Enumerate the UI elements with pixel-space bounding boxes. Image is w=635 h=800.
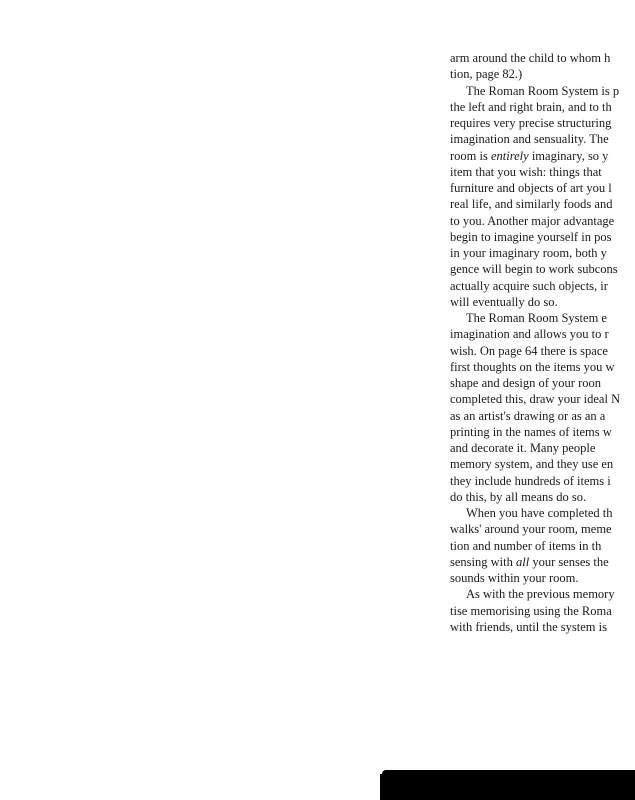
text-line: actually acquire such objects, ir	[450, 278, 608, 293]
text-line: As with the previous memory	[466, 587, 615, 602]
paragraph-5	[450, 586, 635, 635]
text-line: furniture and objects of art you l	[450, 181, 612, 195]
text-line: and decorate it. Many people	[450, 441, 596, 455]
text-line: room is entirely imaginary, so y	[450, 148, 609, 163]
text-line: completed this, draw your ideal N	[450, 392, 621, 407]
scan-edge-shadow	[382, 770, 635, 800]
text-line: imagination and allows you to r	[450, 327, 609, 342]
text-line: tion, page 82.)	[450, 67, 523, 82]
text-line: do this, by all means do so.	[450, 489, 587, 504]
paragraph-3	[450, 310, 635, 505]
text-line: item that you wish: things that	[450, 164, 602, 179]
emphasis-text: entirely	[490, 148, 529, 163]
text-line: The Roman Room System e	[466, 311, 607, 325]
text-line: they include hundreds of items i	[450, 473, 611, 488]
text-line: arm around the child to whom h	[450, 51, 611, 65]
paragraph-4	[450, 505, 635, 586]
text-line: tion and number of items in th	[450, 538, 602, 553]
text-line: to you. Another major advantage	[450, 213, 615, 228]
text-line: The Roman Room System is p	[466, 83, 620, 98]
text-line: real life, and similarly foods and	[450, 197, 613, 212]
text-line: shape and design of your roon	[450, 376, 602, 390]
text-line: first thoughts on the items you w	[450, 359, 615, 374]
paragraph-2	[450, 83, 635, 311]
text-line: as an artist's drawing or as an a	[450, 408, 606, 423]
text-line: the left and right brain, and to th	[450, 99, 612, 114]
text-line: wish. On page 64 there is space	[450, 343, 608, 358]
text-line: begin to imagine yourself in pos	[450, 229, 612, 244]
text-line: When you have completed th	[466, 506, 613, 520]
text-line: will eventually do so.	[450, 294, 558, 309]
text-line: imagination and sensuality. The	[450, 132, 609, 147]
text-line: printing in the names of items w	[450, 424, 612, 439]
text-line: gence will begin to work subcons	[450, 262, 618, 277]
text-line: in your imaginary room, both y	[450, 246, 607, 260]
text-line: walks' around your room, meme	[450, 522, 612, 537]
text-line: tise memorising using the Roma	[450, 603, 612, 618]
text-line: sensing with all your senses the	[450, 554, 609, 569]
text-column	[450, 50, 635, 635]
paragraph-1	[450, 50, 635, 83]
emphasis-text: all	[515, 554, 530, 569]
text-line: memory system, and they use en	[450, 457, 614, 472]
text-line: requires very precise structuring	[450, 116, 612, 130]
text-line: with friends, until the system is	[450, 619, 607, 634]
text-line: sounds within your room.	[450, 571, 579, 585]
